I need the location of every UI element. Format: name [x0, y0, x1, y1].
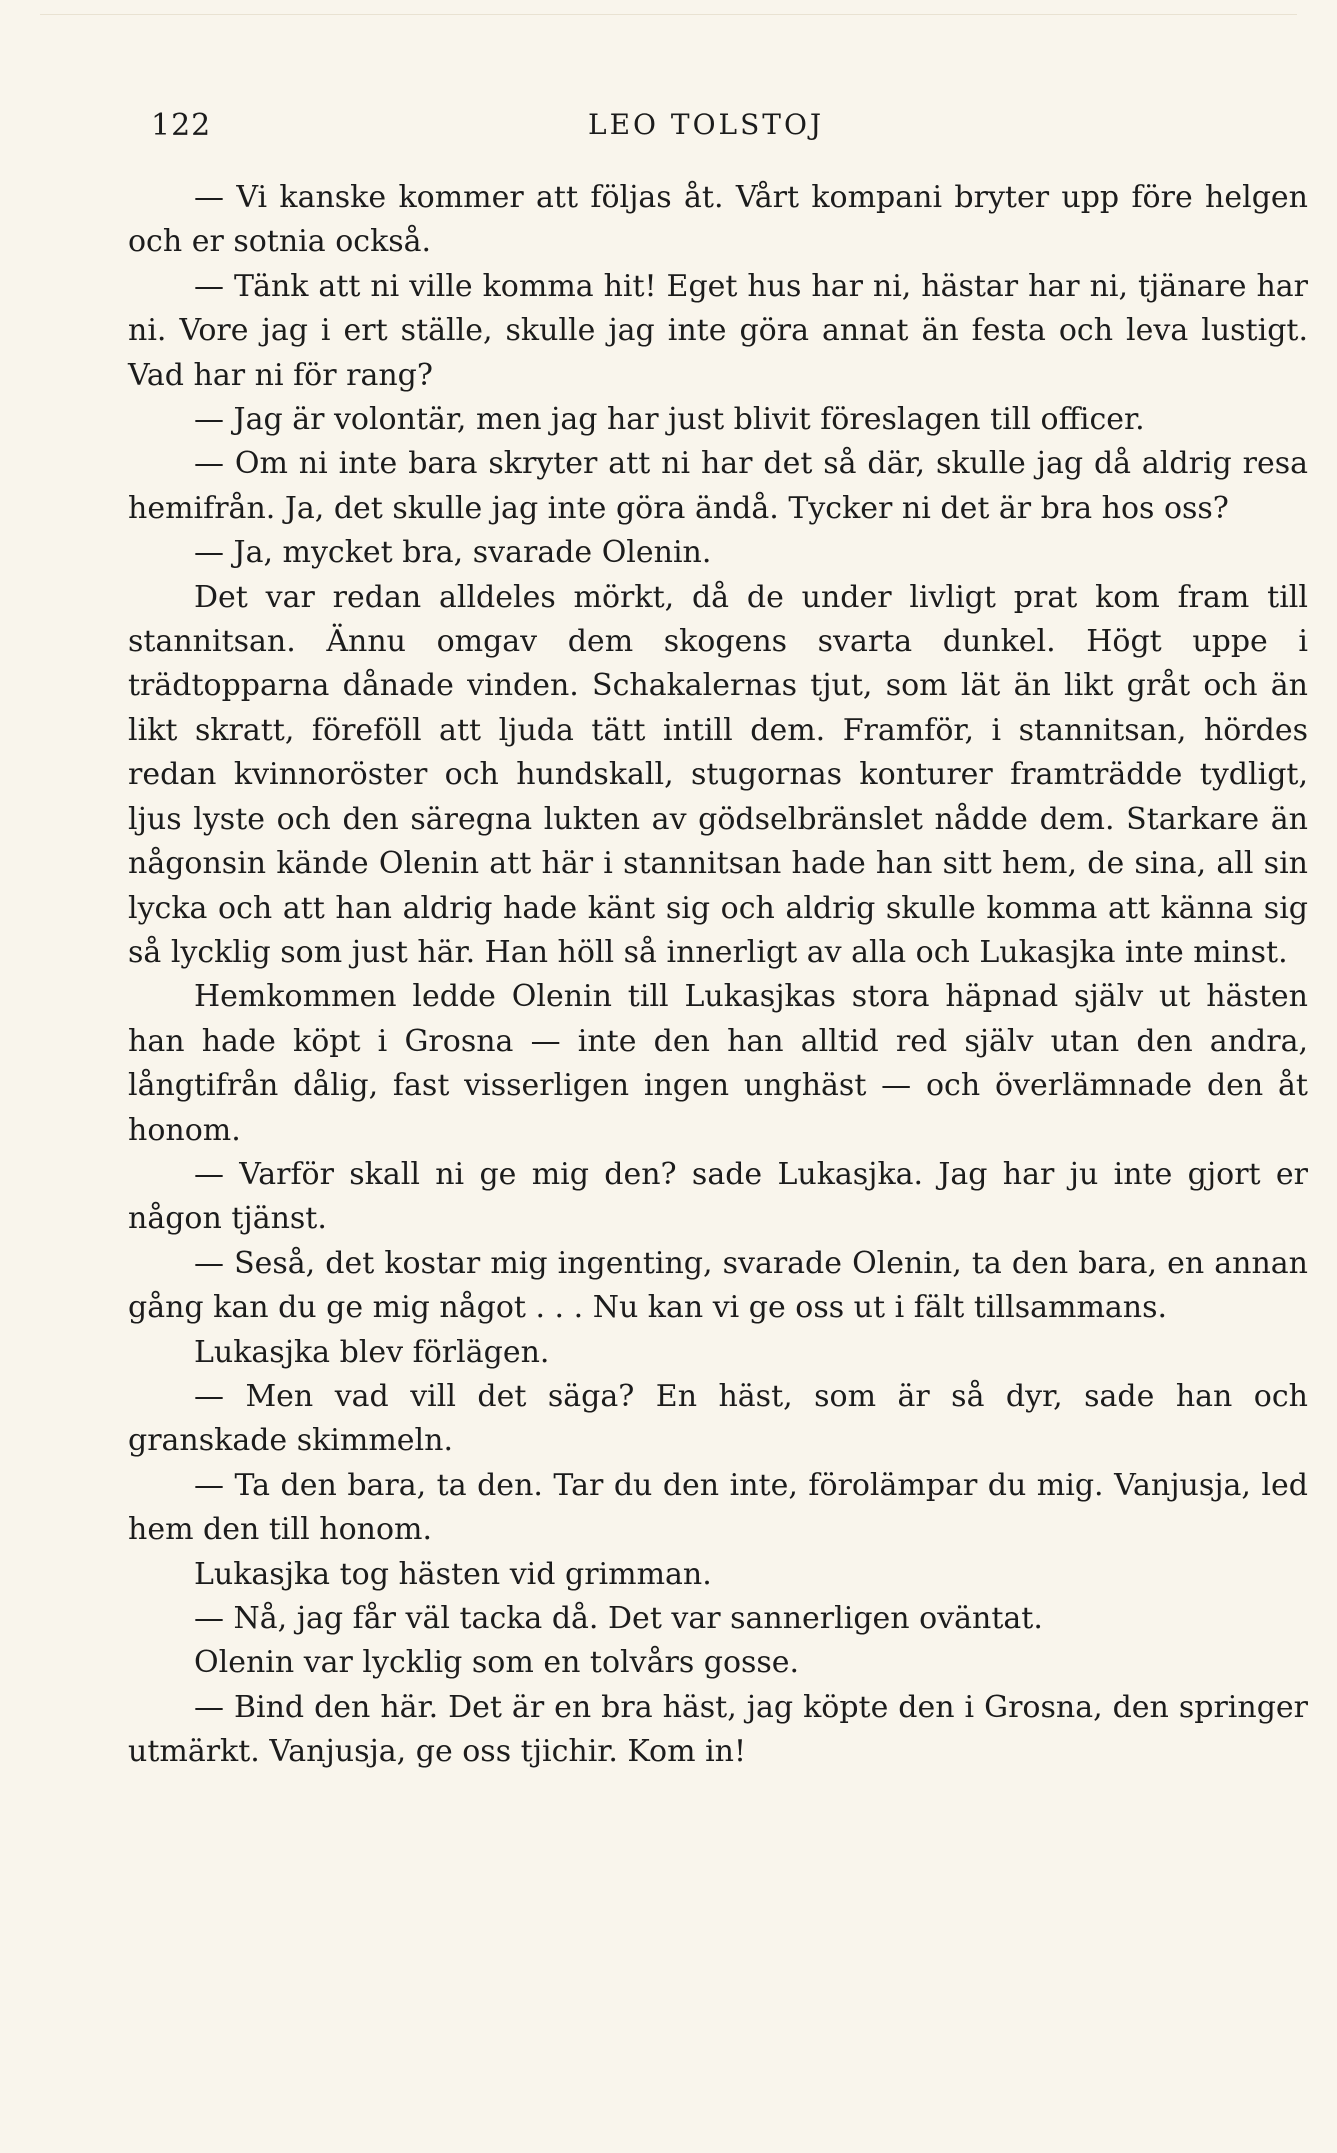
paragraph: — Jag är volontär, men jag har just blivit föreslagen till officer. — [194, 402, 1145, 438]
paragraph: — Ta den bara, ta den. Tar du den inte, förolämpar du mig. Vanjusja, led hem den till honom. — [128, 1467, 1308, 1548]
running-title: LEO TOLSTOJ — [588, 108, 825, 141]
paragraph: — Vi kanske kommer att följas åt. Vårt kompani bryter upp före helgen och er sotnia också. — [128, 180, 1308, 260]
paragraph: — Om ni inte bara skryter att ni har det så där, skulle jag då aldrig resa hemifrån. Ja, det skulle jag inte göra ändå. Tycker ni det är bra hos oss? — [128, 446, 1308, 526]
paragraph: Olenin var lycklig som en tolvårs gosse. — [194, 1645, 800, 1681]
paragraph: — Tänk att ni ville komma hit! Eget hus har ni, hästar har ni, tjänare har ni. Vore jag i ert ställe, skulle jag inte göra annat än festa och leva lustigt. Vad har ni för rang? — [128, 268, 1308, 393]
paragraph: — Ja, mycket bra, svarade Olenin. — [194, 535, 712, 571]
paragraph: Hemkommen ledde Olenin till Lukasjkas stora häpnad själv ut hästen han hade köpt i Grosna — inte den han alltid red själv utan den andra, långtifrån dålig, fast visserligen ingen unghäst — och överlämnade den åt honom. — [128, 979, 1308, 1148]
paragraph: — Nå, jag får väl tacka då. Det var sannerligen oväntat. — [194, 1601, 1043, 1636]
body-text — [128, 176, 1308, 1775]
paragraph: Lukasjka blev förlägen. — [194, 1334, 550, 1370]
paragraph: — Men vad vill det säga? En häst, som är så dyr, sade han och granskade skimmeln. — [128, 1378, 1308, 1459]
paragraph: Lukasjka tog hästen vid grimman. — [194, 1556, 712, 1592]
paragraph: Det var redan alldeles mörkt, då de under livligt prat kom fram till stannitsan. Ännu omgav dem skogens svarta dunkel. Högt uppe i trädtopparna dånade vinden. Schakalernas tjut, som lät än likt gråt och än likt skratt, föreföll att ljuda tätt intill dem. Framför, i stannitsan, hördes redan kvinnoröster och hundskall, stugornas konturer framträdde tydligt, ljus lyste och den säregna lukten av gödselbränslet nådde dem. Starkare än någonsin kände Olenin att här i stannitsan hade han sitt hem, de sina, all sin lycka och att han aldrig hade känt sig och aldrig skulle komma att känna sig så lycklig som just här. Han höll så innerligt av alla och Lukasjka inte minst. — [128, 579, 1308, 970]
paragraph: — Seså, det kostar mig ingenting, svarade Olenin, ta den bara, en annan gång kan du ge mig något . . . Nu kan vi ge oss ut i fält tillsammans. — [128, 1245, 1308, 1326]
running-head — [128, 108, 1308, 152]
page-edge-rule — [40, 14, 1297, 15]
paragraph: — Bind den här. Det är en bra häst, jag köpte den i Grosna, den springer utmärkt. Vanjusja, ge oss tjichir. Kom in! — [128, 1689, 1308, 1770]
paragraph: — Varför skall ni ge mig den? sade Lukasjka. Jag har ju inte gjort er någon tjänst. — [128, 1156, 1308, 1237]
page-number: 122 — [151, 108, 212, 143]
